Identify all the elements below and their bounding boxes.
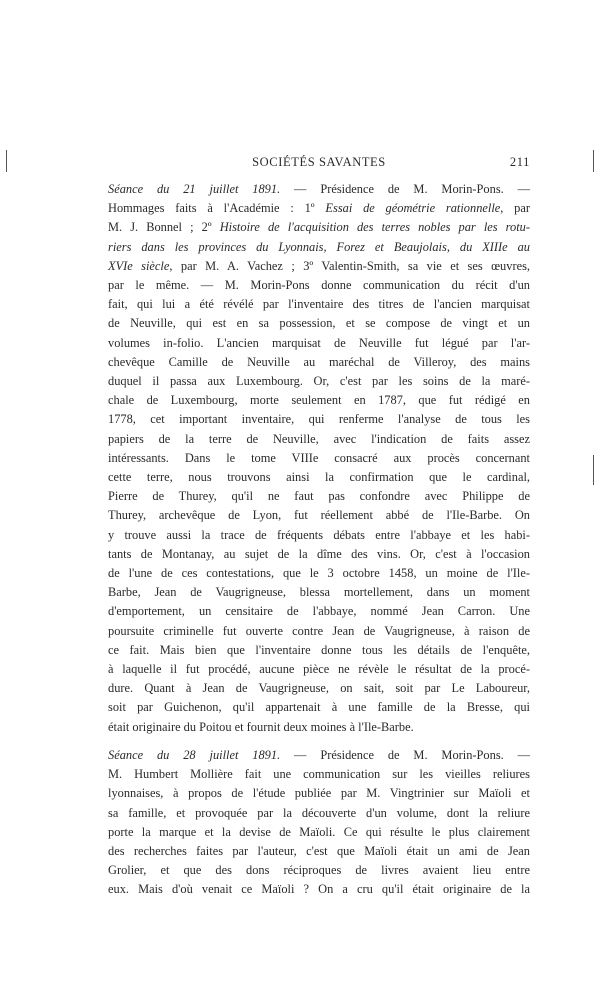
text-segment: volumes in-folio. L'ancien marquisat de Neuville fut légué par l'ar- [108,335,530,350]
text-segment: était originaire du Poitou et fournit deux moines à l'Ile-Barbe. [108,719,414,734]
left-margin-mark [6,150,7,172]
italic-text: Essai de géométrie rationnelle [325,201,501,216]
text-line [108,449,530,468]
text-line [108,410,530,429]
right-margin-mark-lower [593,455,594,485]
text-line [108,238,530,257]
text-segment: , par M. A. Vachez ; 3º Valentin-Smith, sa vie et ses œuvres, [169,258,530,273]
text-line [108,823,530,842]
text-line [108,622,530,641]
text-segment: intéressants. Dans le tome VIIIe consacré aux procès concernant [108,450,530,465]
text-segment: de l'une de ces contestations, que le 3 octobre 1458, un moine de l'Ile- [108,566,530,581]
text-line [108,180,530,199]
text-line [108,468,530,487]
text-line [108,765,530,784]
text-segment: Hommages faits à l'Académie : 1º [108,201,326,216]
text-line [108,391,530,410]
text-segment: sa famille, et provoquée par la découverte d'un volume, dont la reliure [108,805,530,820]
text-segment: cette terre, nous trouvons ainsi la confirmation que le cardinal, [108,470,530,485]
page-number: 211 [509,155,530,169]
text-line [108,257,530,276]
text-line [108,199,530,218]
text-line [108,804,530,823]
text-segment: lyonnaises, à propos de l'étude publiée par M. Vingtrinier sur Maïoli et [108,786,530,801]
text-line [108,784,530,803]
text-segment: poursuite criminelle fut ouverte contre Jean de Vaugrigneuse, à raison de [108,623,530,638]
text-segment: Barbe, Jean de Vaugrigneuse, blessa mortellement, dans un moment [108,585,530,600]
text-line [108,602,530,621]
italic-text: Séance du 28 juillet 1891. [108,747,281,762]
italic-text: XVIe siècle [108,258,170,273]
text-line [108,718,530,737]
running-title: SOCIÉTÉS SAVANTES [252,155,386,169]
text-line [108,295,530,314]
text-segment: soit par Guichenon, qu'il appartenait à une famille de la Bresse, qui [108,700,530,715]
text-segment: , par [500,201,530,216]
text-segment: chevêque Camille de Neuville au maréchal de Villeroy, des mains [108,354,530,369]
text-line [108,218,530,237]
text-segment: Pierre de Thurey, qu'il ne faut pas confondre avec Philippe de [108,489,530,504]
text-line [108,583,530,602]
right-margin-mark [593,150,594,172]
text-segment: d'emportement, un censitaire de l'abbaye, nommé Jean Carron. Une [108,604,530,619]
text-segment: ce fait. Mais bien que l'inventaire donne tous les détails de l'enquête, [108,642,530,657]
text-segment: M. Humbert Mollière fait une communication sur les vieilles reliures [108,767,530,782]
text-line [108,314,530,333]
text-line [108,353,530,372]
text-segment: y trouve aussi la trace de fréquents débats entre l'abbaye et les habi- [108,527,530,542]
italic-text: riers dans les provinces du Lyonnais, Forez et Beaujolais, du XIIIe au [108,239,530,254]
text-line [108,506,530,525]
text-segment: des recherches faites par l'auteur, c'est que Maïoli était un ami de Jean [108,843,530,858]
text-line [108,545,530,564]
text-segment: papiers de la terre de Neuville, avec l'indication de faits assez [108,431,530,446]
text-segment: 1778, cet important inventaire, qui renferme l'analyse de tous les [108,412,530,427]
body-text [108,180,530,900]
text-line [108,430,530,449]
text-segment: à laquelle il fut procédé, aucune pièce ne révèle le résultat de la procé- [108,662,530,677]
text-segment: — Présidence de M. Morin-Pons. — [280,747,531,762]
text-line [108,861,530,880]
text-segment: duquel il passa aux Luxembourg. Or, c'est par les soins de la maré- [108,374,530,389]
text-segment: Grolier, et que des dons réciproques de livres avaient lieu entre [108,863,530,878]
text-line [108,372,530,391]
text-line [108,276,530,295]
text-segment: Thurey, archevêque de Lyon, fut réellement abbé de l'Ile-Barbe. On [108,508,530,523]
text-segment: par le même. — M. Morin-Pons donne communication du récit d'un [108,278,530,293]
text-segment: fait, qui lui a été révélé par l'inventaire des titres de l'ancien marquisat [108,297,530,312]
text-segment: M. J. Bonnel ; 2º [108,220,220,235]
italic-text: Séance du 21 juillet 1891. [108,182,281,196]
text-line [108,746,530,765]
italic-text: Histoire de l'acquisition des terres nobles par les rotu- [219,220,530,235]
text-segment: — Présidence de M. Morin-Pons. — [280,182,531,196]
text-line [108,679,530,698]
text-line [108,842,530,861]
text-line [108,334,530,353]
paragraph-seance-21-juillet [108,180,530,737]
text-line [108,660,530,679]
text-segment: porte la marque et la devise de Maïoli. Ce qui résulte le plus clairement [108,824,530,839]
text-segment: tants de Montanay, au sujet de la dîme des vins. Or, c'est à l'occasion [108,546,530,561]
text-line [108,698,530,717]
page-header [108,155,530,175]
text-segment: eux. Mais d'où venait ce Maïoli ? On a cru qu'il était originaire de la [108,882,530,897]
text-segment: dure. Quant à Jean de Vaugrigneuse, on sait, soit par Le Laboureur, [108,681,530,696]
paragraph-seance-28-juillet [108,746,530,900]
text-line [108,526,530,545]
text-line [108,641,530,660]
text-segment: chale de Luxembourg, morte seulement en 1787, que fut rédigé en [108,393,530,408]
text-segment: de Neuville, qui est en sa possession, et se compose de vingt et un [108,316,530,331]
text-line [108,487,530,506]
text-line [108,880,530,899]
text-line [108,564,530,583]
